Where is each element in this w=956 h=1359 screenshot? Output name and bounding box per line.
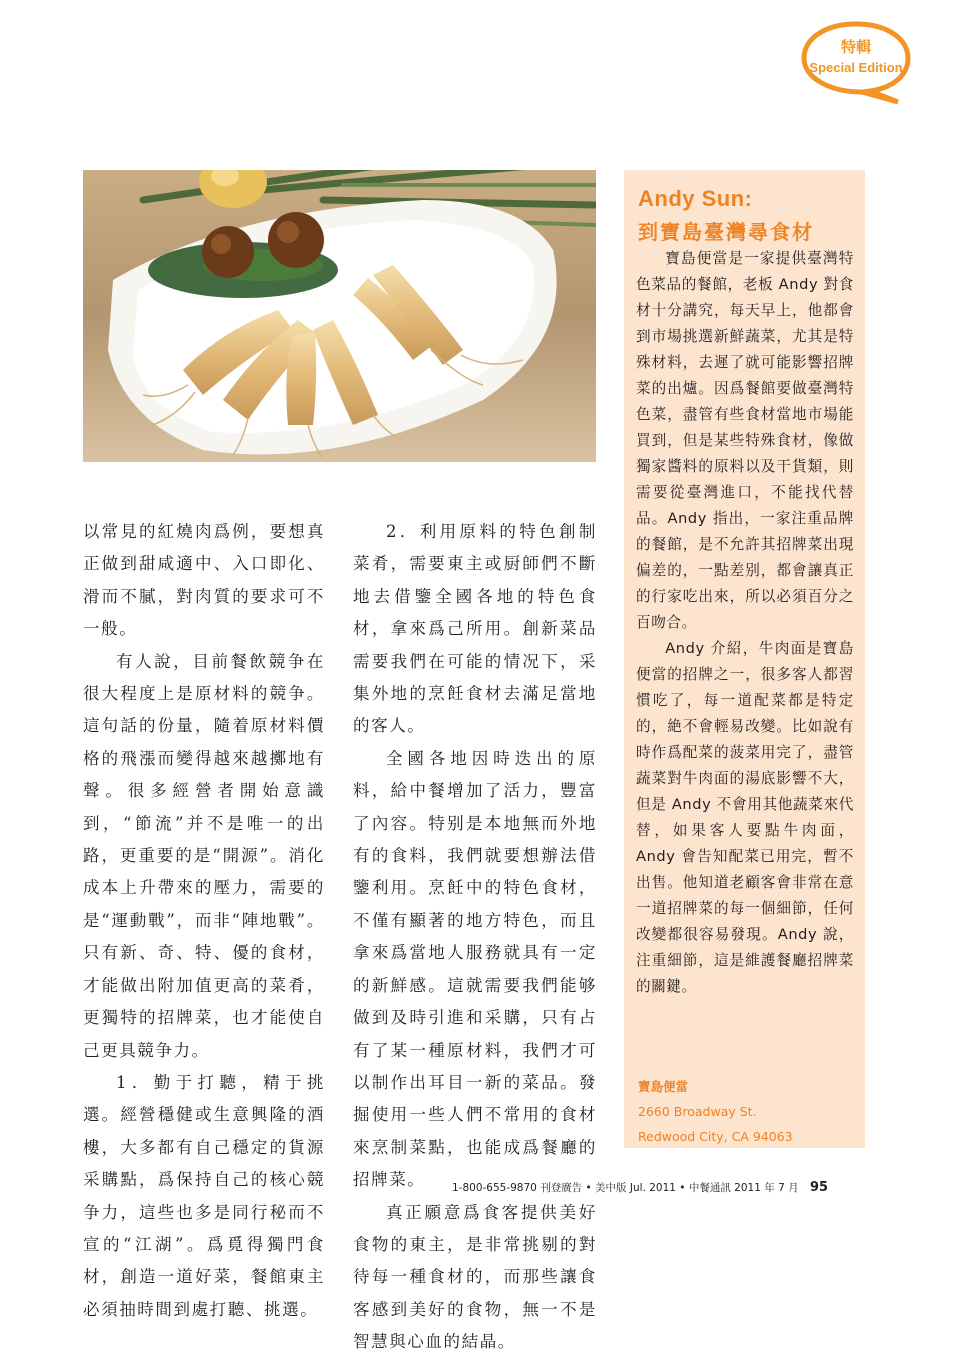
- sidebar-title-en: Andy Sun:: [638, 186, 753, 211]
- column2-paragraph-1: 2．利用原料的特色創制菜肴，需要東主或厨師們不斷地去借鑒全國各地的特色食材，拿來爲己所用。創新菜品需要我們在可能的情况下，采集外地的烹飪食材去滿足當地的客人。: [353, 522, 597, 736]
- badge-title-en: Special Edition: [809, 60, 903, 75]
- sidebar-title-zh: 到寶島臺灣尋食材: [638, 220, 814, 244]
- article-column-1: [83, 516, 325, 1326]
- sidebar-paragraph-2: Andy 介紹，牛肉面是寶島便當的招牌之一，很多客人都習慣吃了，每一道配菜都是特定的，絶不會輕易改變。比如說有時作爲配菜的菠菜用完了，盡管蔬菜對牛肉面的湯底影響不大，但是 Andy 不會用其他蔬菜來代替，如果客人要點牛肉面，Andy 會告知配菜已用完，暫不出售。他知道老顧客會非常在意一道招牌菜的每一個細節，任何改變都很容易發現。Andy 說，注重細節，這是維護餐廳招牌菜的關鍵。: [636, 640, 854, 995]
- column2-paragraph-3: 真正願意爲食客提供美好食物的東主，是非常挑剔的對待每一種食材的，而那些讓食客感到美好的食物，無一不是智慧與心血的結晶。: [353, 1202, 597, 1352]
- restaurant-name: 寶島便當: [638, 1079, 689, 1094]
- column2-paragraph-2: 全國各地因時迭出的原料，給中餐增加了活力，豐富了內容。特别是本地無而外地有的食料，我們就要想辦法借鑒利用。烹飪中的特色食材，不僅有顯著的地方特色，而且拿來爲當地人服務就具有一定的新鮮感。這就需要我們能够做到及時引進和采購，只有占有了某一種原材料，我們才可以制作出耳目一新的菜品。發掘使用一些人們不常用的食材來烹制菜點，也能成爲餐廳的招牌菜。: [353, 748, 597, 1190]
- column1-paragraph-3: 1．勤于打聽，精于挑選。經營穩健或生意興隆的酒樓，大多都有自己穩定的貨源采購點，爲保持自己的核心競争力，這些也多是同行秘而不宣的“江湖”。爲覓得獨門食材，創造一道好菜，餐館東主必須抽時間到處打聽、挑選。: [83, 1072, 325, 1319]
- page-number: 95: [809, 1180, 829, 1195]
- special-edition-badge: [800, 20, 912, 100]
- address-line-2: Redwood City, CA 94063: [638, 1129, 793, 1144]
- page-footer: [452, 1180, 828, 1195]
- restaurant-address: [638, 1074, 793, 1149]
- column1-paragraph-1: 以常見的紅燒肉爲例，要想真正做到甜咸適中、入口即化、滑而不膩，對肉質的要求可不一般。: [83, 522, 325, 639]
- badge-title-zh: 特輯: [840, 38, 871, 56]
- dish-photo: [83, 170, 596, 462]
- column1-paragraph-2: 有人說，目前餐飲競争在很大程度上是原材料的競争。這句話的份量，隨着原材料價格的飛漲而變得越來越擲地有聲。很多經營者開始意識到，“節流”并不是唯一的出路，更重要的是“開源”。消化成本上升帶來的壓力，需要的是“運動戰”，而非“陣地戰”。只有新、奇、特、優的食材，才能做出附加值更高的菜肴，更獨特的招牌菜，也才能使自己更具競争力。: [83, 651, 325, 1060]
- sidebar-box: [624, 170, 865, 1148]
- article-column-2: [353, 516, 597, 1359]
- address-line-1: 2660 Broadway St.: [638, 1104, 757, 1119]
- sidebar-paragraph-1: 寶島便當是一家提供臺灣特色菜品的餐館，老板 Andy 對食材十分講究，每天早上，他都會到市場挑選新鮮蔬菜，尤其是特殊材料，去遲了就可能影響招牌菜的出爐。因爲餐館要做臺灣特色菜，盡管有些食材當地市場能買到，但是某些特殊食材，像做獨家醬料的原料以及干貨類，則需要從臺灣進口，不能找代替品。Andy 指出，一家注重品牌的餐館，是不允許其招牌菜出現偏差的，一點差别，都會讓真正的行家吃出來，所以必須百分之百吻合。: [636, 250, 854, 631]
- sidebar-body: [636, 246, 854, 1000]
- footer-text: 1-800-655-9870 刊登廣告 • 美中版 Jul. 2011 • 中餐通訊 2011 年 7 月: [452, 1182, 799, 1194]
